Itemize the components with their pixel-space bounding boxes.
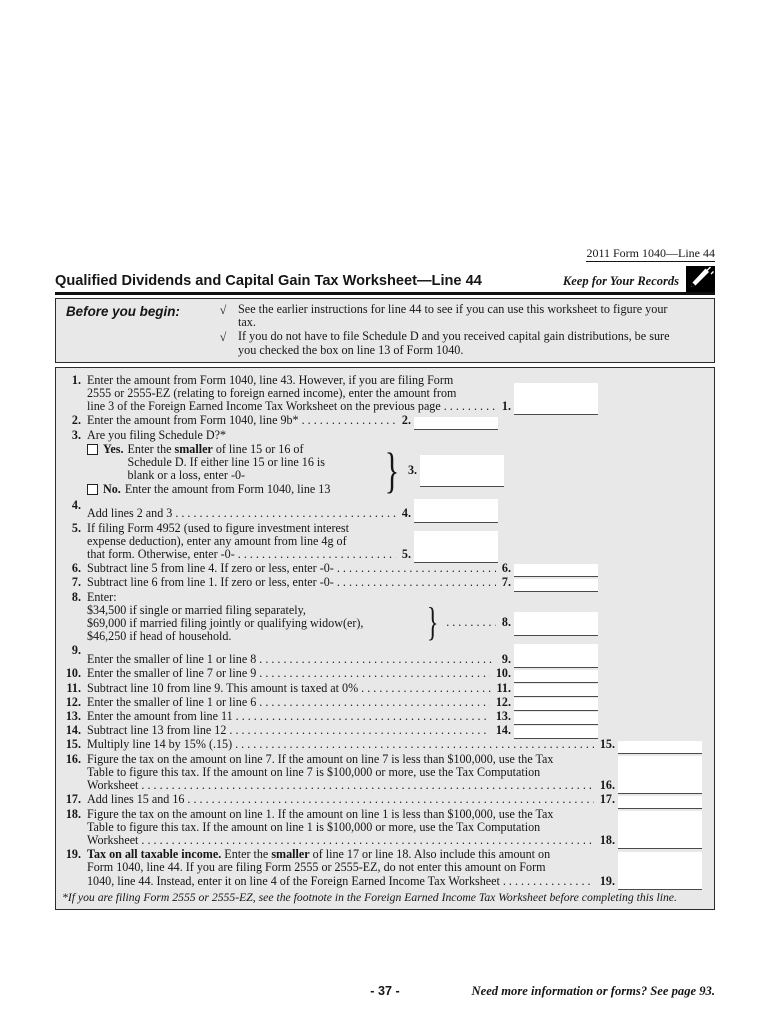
line-17-entry[interactable] (618, 796, 702, 809)
worksheet-line-13: 13. Enter the amount from line 11 . . . 13. (59, 710, 710, 723)
line-end-number: 15. (599, 737, 615, 752)
worksheet-line-11: 11. Subtract line 10 from line 9. This amount is taxed at 0% . . . 11. (59, 682, 710, 695)
worksheet-line-17: 17. Add lines 15 and 16 . . . 17. (59, 793, 710, 806)
worksheet-line-9: 9. Enter the smaller of line 1 or line 8 . . . 9. (59, 644, 710, 666)
line-number: 3. (71, 427, 81, 442)
line-number: 2. (71, 413, 81, 428)
line-end-number: 16. (599, 778, 615, 793)
dotted-leader (175, 507, 396, 520)
dotted-leader (361, 682, 490, 695)
dotted-leader (238, 548, 396, 561)
before-you-begin-box (55, 298, 715, 363)
more-info-note: Need more information or forms? See page 93. (471, 984, 715, 998)
page-number: - 37 - (370, 984, 400, 998)
line-8-entry[interactable] (514, 612, 598, 636)
worksheet-line-19: 19. Tax on all taxable income. Enter the smaller of line 17 or line 18. Also include this amount on Form 1040, line 44. If you are filing Form 2555 or 2555-EZ, do not enter this amount on Form 1040, line 44. Instead, enter it on line 4 of the Foreign Earned Income Tax Worksheet . . . 19. (59, 848, 710, 888)
form-line-reference: 2011 Form 1040—Line 44 (586, 246, 715, 260)
line-number: 14. (65, 723, 81, 738)
page-title: Qualified Dividends and Capital Gain Tax Worksheet—Line 44 (55, 273, 482, 289)
line-number: 6. (71, 561, 81, 576)
worksheet-line-4: 4. Add lines 2 and 3 . . . 4. (59, 499, 710, 521)
schedule-d-no-option: No. Enter the amount from Form 1040, line 13 (87, 483, 379, 496)
worksheet-line-2: 2. Enter the amount from Form 1040, line 9b* . . . 2. (59, 414, 710, 427)
dotted-leader (236, 710, 490, 723)
dotted-leader (444, 400, 496, 413)
worksheet-line-6: 6. Subtract line 5 from line 4. If zero or less, enter -0- . . . 6. (59, 562, 710, 575)
line-18-entry[interactable] (618, 811, 702, 849)
line-end-number: 2. (401, 413, 411, 428)
line-4-entry[interactable] (414, 499, 498, 523)
line-end-number: 14. (495, 723, 511, 738)
line-end-number: 11. (496, 680, 511, 695)
page-footer (55, 984, 715, 1004)
line-end-number: 19. (599, 873, 615, 888)
title-rule (55, 292, 715, 295)
line-number: 19. (65, 847, 81, 862)
line-19-entry[interactable] (618, 852, 702, 890)
schedule-d-yes-option: Yes. Enter the smaller of line 15 or 16 of Schedule D. If either line 15 or line 16 is blank or a loss, enter -0- (87, 443, 379, 483)
dotted-leader (503, 875, 594, 888)
line-12-entry[interactable] (514, 698, 598, 711)
worksheet-line-8: 8. Enter: $34,500 if single or married filing separately, $69,000 if married filing jointly or qualifying widow(er), $46,250 if head of household. } . . . 8. (59, 591, 710, 644)
line-end-number: 18. (599, 832, 615, 847)
worksheet-box (55, 367, 715, 910)
dotted-leader (259, 696, 490, 709)
line-number: 13. (65, 709, 81, 724)
worksheet-line-18: 18. Figure the tax on the amount on line 1. If the amount on line 1 is less than $100,000, use the Tax Table to figure this tax. If the amount on line 1 is $100,000 or more, use the Tax Computation Worksheet . . . 18. (59, 808, 710, 848)
checkmark-icon: √ (219, 330, 227, 345)
line-1-entry[interactable] (514, 383, 598, 415)
line-end-number: 7. (501, 575, 511, 590)
dotted-leader (229, 724, 489, 737)
line-end-number: 9. (501, 652, 511, 667)
yes-checkbox[interactable] (87, 444, 98, 455)
worksheet-footnote: *If you are filing Form 2555 or 2555-EZ, see the footnote in the Foreign Earned Income Tax Worksheet before completing this line. (62, 890, 677, 904)
line-15-entry[interactable] (618, 741, 702, 754)
line-number: 10. (65, 666, 81, 681)
dotted-leader (337, 576, 496, 589)
line-number: 17. (65, 792, 81, 807)
line-number: 16. (65, 751, 81, 766)
line-end-number: 6. (501, 561, 511, 576)
no-checkbox[interactable] (87, 484, 98, 495)
brace: } (384, 441, 400, 498)
worksheet-line-14: 14. Subtract line 13 from line 12 . . . 14. (59, 724, 710, 737)
line-end-number: 4. (401, 506, 411, 521)
line-number: 15. (65, 737, 81, 752)
line-number: 18. (65, 806, 81, 821)
line-end-number: 3. (408, 462, 418, 477)
worksheet-line-1: 1. Enter the amount from Form 1040, line 43. However, if you are filing Form 2555 or 2555-EZ (relating to foreign earned income), enter the amount from line 3 of the Foreign Earned Income Tax Worksheet on the previous page . . . 1. (59, 374, 710, 414)
line-end-number: 1. (501, 399, 511, 414)
line-end-number: 10. (495, 666, 511, 681)
line-11-entry[interactable] (514, 684, 598, 697)
line-end-number: 8. (501, 615, 511, 630)
line-end-number: 12. (495, 694, 511, 709)
checkmark-icon: √ (219, 303, 227, 317)
worksheet-line-15: 15. Multiply line 14 by 15% (.15) . . . 15. (59, 738, 710, 751)
line-6-entry[interactable] (514, 564, 598, 577)
worksheet-line-16: 16. Figure the tax on the amount on line 7. If the amount on line 7 is less than $100,000, use the Tax Table to figure this tax. If the amount on line 7 is $100,000 or more, use the Tax Computation Worksheet . . . 16. (59, 753, 710, 793)
line-9-entry[interactable] (514, 644, 598, 668)
line-5-entry[interactable] (414, 531, 498, 563)
line-number: 7. (71, 575, 81, 590)
dotted-leader (302, 414, 396, 427)
title-bar (55, 266, 715, 289)
dotted-leader (337, 562, 496, 575)
line-10-entry[interactable] (514, 670, 598, 683)
dotted-leader (141, 779, 593, 792)
keep-for-records-label: Keep for Your Records (562, 274, 679, 288)
before-you-begin-label: Before you begin: (66, 304, 180, 319)
line-number: 4. (71, 497, 81, 512)
line-number: 12. (65, 694, 81, 709)
pencil-icon (686, 266, 715, 292)
dotted-leader (259, 653, 496, 666)
line-3-entry[interactable] (420, 455, 504, 487)
line-number: 8. (71, 589, 81, 604)
before-you-begin-item: √ If you do not have to file Schedule D and you received capital gain distributions, be sure you checked the box on line 13 of Form 1040. (208, 330, 708, 356)
worksheet-line-3-options (59, 443, 710, 498)
line-16-entry[interactable] (618, 756, 702, 794)
dotted-leader (141, 834, 593, 847)
line-13-entry[interactable] (514, 712, 598, 725)
worksheet-line-5: 5. If filing Form 4952 (used to figure investment interest expense deduction), enter any amount from line 4g of that form. Otherwise, enter -0- . . . 5. (59, 522, 710, 562)
worksheet-line-12: 12. Enter the smaller of line 1 or line 6 . . . 12. (59, 696, 710, 709)
worksheet-line-10: 10. Enter the smaller of line 7 or line 9 . . . 10. (59, 667, 710, 680)
line-end-number: 17. (599, 792, 615, 807)
brace: } (426, 599, 439, 645)
dotted-leader (259, 667, 490, 680)
line-2-entry[interactable] (414, 417, 498, 430)
line-number: 1. (71, 372, 81, 387)
line-number: 9. (71, 643, 81, 658)
line-end-number: 5. (401, 547, 411, 562)
dotted-leader (187, 793, 593, 806)
line-7-entry[interactable] (514, 579, 598, 592)
before-you-begin-item: √ See the earlier instructions for line 44 to see if you can use this worksheet to figure your tax. (208, 303, 708, 329)
line-number: 5. (71, 520, 81, 535)
worksheet-line-3-question: 3. Are you filing Schedule D?* (59, 429, 710, 442)
line-number: 11. (66, 680, 81, 695)
dotted-leader (446, 616, 496, 629)
worksheet-line-7: 7. Subtract line 6 from line 1. If zero or less, enter -0- . . . 7. (59, 576, 710, 589)
dotted-leader (235, 738, 594, 751)
line-end-number: 13. (495, 709, 511, 724)
